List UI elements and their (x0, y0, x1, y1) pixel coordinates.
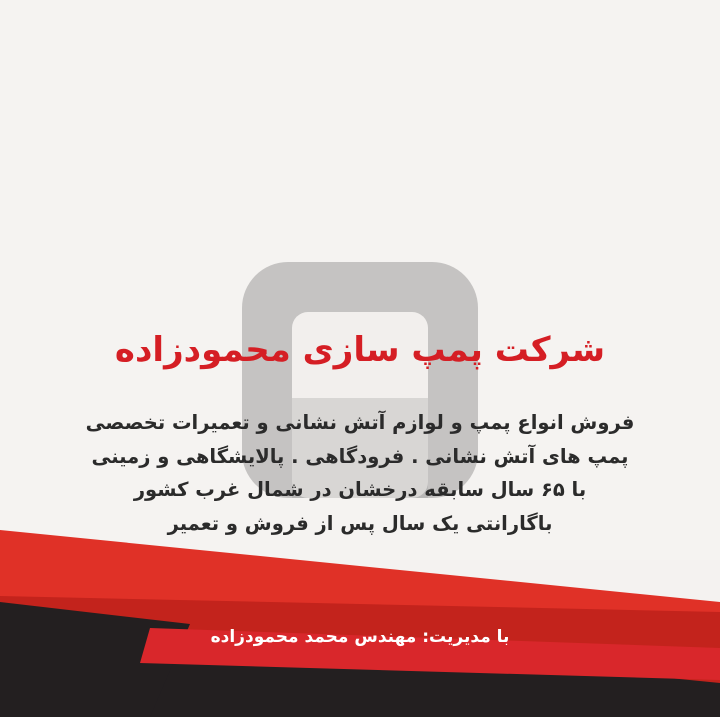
services-line-2: پمپ های آتش نشانی . فرودگاهی . پالایشگاهی و زمینی (91, 444, 629, 468)
company-title: شرکت پمپ سازی محمودزاده (114, 330, 606, 370)
services-description (0, 406, 720, 540)
services-line-3: با ۶۵ سال سابقه درخشان در شمال غرب کشور (133, 478, 587, 502)
services-line-1: فروش انواع پمپ و لوازم آتش نشانی و تعمیرات تخصصی (85, 411, 635, 434)
services-line-4: باگارانتی یک سال پس از فروش و تعمیر (167, 511, 553, 535)
management-footer: با مدیریت: مهندس محمد محمودزاده (210, 627, 510, 647)
